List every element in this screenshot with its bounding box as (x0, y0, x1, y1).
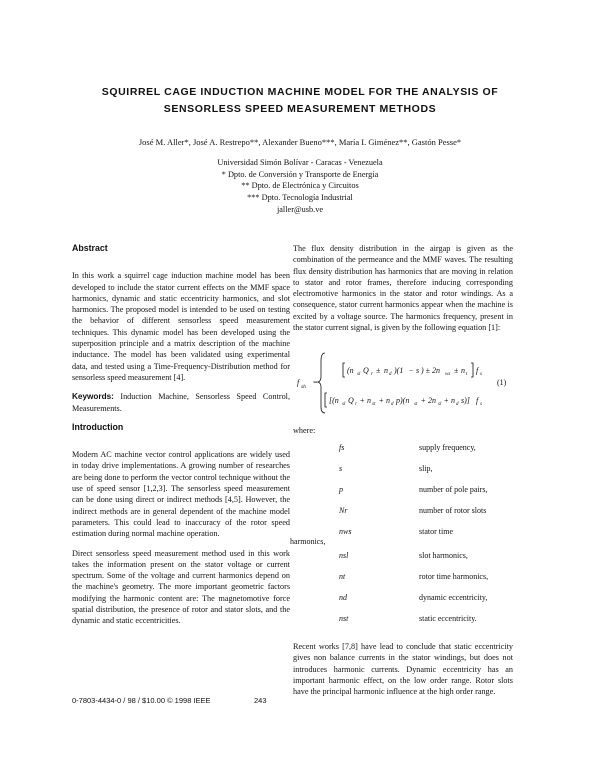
svg-text:r: r (371, 372, 373, 378)
symbol: nd (339, 592, 347, 602)
affiliation-university: Universidad Simón Bolívar - Caracas - Venezuela (217, 158, 383, 167)
description: slot harmonics, (419, 550, 468, 560)
svg-text:s: s (480, 402, 482, 408)
svg-text:sl: sl (438, 402, 442, 408)
description: dynamic eccentricity, (419, 592, 488, 602)
symbol: fs (339, 442, 345, 452)
svg-text:Q: Q (348, 396, 354, 406)
definition-row (293, 589, 513, 610)
definition-row (293, 547, 513, 568)
symbol: s (339, 463, 343, 473)
title-line-1: SQUIRREL CAGE INDUCTION MACHINE MODEL FOR THE ANALYSIS OF (101, 86, 499, 98)
svg-text:sl: sl (357, 372, 361, 378)
left-column (72, 243, 290, 635)
definition-list (290, 439, 513, 631)
description: number of rotor slots (419, 505, 487, 515)
svg-text:n: n (367, 396, 371, 406)
affiliation-dept-1: * Dpto. de Conversión y Transporte de Energía (221, 169, 379, 179)
equation-graphic (293, 341, 513, 421)
svg-text:st: st (372, 402, 376, 408)
description: supply frequency, (419, 442, 476, 452)
svg-text:s: s (480, 372, 482, 378)
svg-text:±: ± (454, 366, 459, 376)
paper-title (60, 84, 540, 118)
svg-text:f: f (476, 366, 479, 376)
svg-text:n: n (451, 396, 455, 406)
definition-row (293, 481, 513, 502)
description: slip, (419, 463, 433, 473)
svg-text:ws: ws (445, 372, 451, 378)
svg-text:[(n: [(n (329, 396, 339, 406)
abstract-text: In this work a squirrel cage induction machine model has been developed to include the stator current effects on the MMF space harmonics, dynamic and static eccentricity harmonics, and slot harmonics. The proposed model is intended to be used on testing the behavior of different sensorless speed measurement techniques. This dynamic model has been developed using the superposition principle and a matrix description of the machine inductance. The model has been validated using experimental data, and tested using a Time-Frequency-Distribution method for sensorless speed measurement [4]. (72, 271, 290, 382)
flux-paragraph: The flux density distribution in the airgap is given as the combination of the permeance and the MMF waves. The resulting flux density distribution has harmonics that are moving in relation to stator and rotor frames, therefore inducing corresponding electromotive harmonics in the stator and rotor windings. As a consequence, stator current harmonics appear when the machine is excited by a voltage source. The harmonics frequency, present in the stator current signal, is given by the following equation [1]: (293, 244, 513, 333)
definition-row (293, 610, 513, 631)
svg-text:n: n (384, 366, 388, 376)
page-number: 243 (254, 696, 267, 705)
description: stator time (419, 526, 453, 536)
definition-row (293, 439, 513, 460)
symbol: nws (339, 526, 352, 536)
equation-number: (1) (497, 378, 507, 388)
affiliations (150, 157, 450, 216)
svg-text:s: s (416, 366, 420, 376)
affiliation-dept-3: *** Dpto. Tecnología Industrial (247, 193, 353, 203)
intro-paragraph-1: Modern AC machine vector control applications are widely used in today drive implementations. A growing number of researches are being done to perform the vector control technique without the use of speed sensor [1,2,3]. The sensorless speed measurement can be done using direct or indirect methods [4,5]. However, the indirect methods are in general dependent of the machine model parameters. This could lead to inaccuracy of the rotor speed estimation during normal machine operation. (72, 450, 290, 539)
svg-text:r: r (355, 402, 357, 408)
definition-row (293, 523, 513, 544)
intro-paragraph-2: Direct sensorless speed measurement method used in this work takes the information present on the stator voltage or current spectrum. Some of the voltage and current harmonics depend on the machine's geometry. The more important geometric factors modifying the harmonic content are: The magnetomotive force spatial distribution, the presence of rotor and stator slots, and the dynamic and static eccentricities. (72, 548, 290, 626)
svg-text:f: f (476, 396, 479, 406)
svg-text:d: d (391, 402, 394, 408)
svg-text:+: + (360, 396, 365, 406)
svg-text:(n: (n (347, 366, 354, 376)
svg-text:d: d (456, 402, 459, 408)
svg-text:+: + (444, 396, 449, 406)
svg-text:st: st (414, 402, 418, 408)
introduction-heading: Introduction (72, 421, 124, 432)
harmonics-continuation: harmonics, (290, 536, 326, 546)
symbol: nst (339, 613, 349, 623)
keywords (72, 391, 290, 414)
symbol: Nr (339, 505, 348, 515)
description: number of pole pairs, (419, 484, 488, 494)
definition-row (293, 502, 513, 523)
svg-text:Q: Q (363, 366, 369, 376)
right-column (290, 243, 513, 705)
affiliation-dept-2: ** Dpto. de Electrónica y Circuitos (241, 181, 359, 191)
svg-text:sl: sl (342, 402, 346, 408)
svg-text:f: f (297, 378, 300, 388)
footer-copyright: 0-7803-4434-0 / 98 / $10.00 © 1998 IEEE (72, 696, 211, 705)
authors: José M. Aller*, José A. Restrepo**, Alexander Bueno***, María I. Giménez**, Gastón Pesse* (138, 137, 462, 147)
svg-text:=: = (313, 378, 318, 388)
keywords-label: Keywords: (72, 392, 114, 402)
svg-text:±: ± (376, 366, 381, 376)
definition-row (293, 460, 513, 481)
symbol: p (339, 484, 343, 494)
affiliation-email: jaller@usb.ve (276, 204, 324, 214)
symbol: nt (339, 571, 346, 581)
svg-text:+: + (379, 396, 384, 406)
svg-text:s)]: s)] (461, 396, 470, 406)
svg-text:2n: 2n (428, 396, 436, 406)
svg-text:n: n (461, 366, 465, 376)
abstract-heading: Abstract (72, 243, 108, 253)
eccentricity-paragraph: Recent works [7,8] have lead to conclude that static eccentricity gives non balance currents in the stator windings, but does not introduces harmonic currents. Dynamic eccentricity has an important harmonic effect, on the low order range. Rotor slots have the principal harmonic influence at the high order range. (293, 641, 513, 697)
svg-text:−: − (409, 366, 414, 376)
svg-text:sh: sh (301, 384, 306, 391)
svg-text:t: t (466, 372, 468, 378)
symbol: nsl (339, 550, 349, 560)
harmonic-frequency-equation (293, 341, 513, 421)
svg-text:+: + (421, 396, 426, 406)
svg-text:n: n (386, 396, 390, 406)
description: static eccentricity. (419, 613, 477, 623)
keywords-text: Induction Machine, Sensorless Speed Control, Measurements. (72, 392, 290, 413)
title-line-2: SENSORLESS SPEED MEASUREMENT METHODS (163, 103, 437, 115)
svg-text:) ± 2n: ) ± 2n (421, 366, 441, 376)
svg-text:)(1: )(1 (394, 366, 404, 376)
definition-row (293, 568, 513, 589)
svg-text:d: d (389, 372, 392, 378)
description: rotor time harmonics, (419, 571, 489, 581)
where-label: where: (293, 426, 316, 436)
svg-text:p)(n: p)(n (396, 396, 410, 406)
